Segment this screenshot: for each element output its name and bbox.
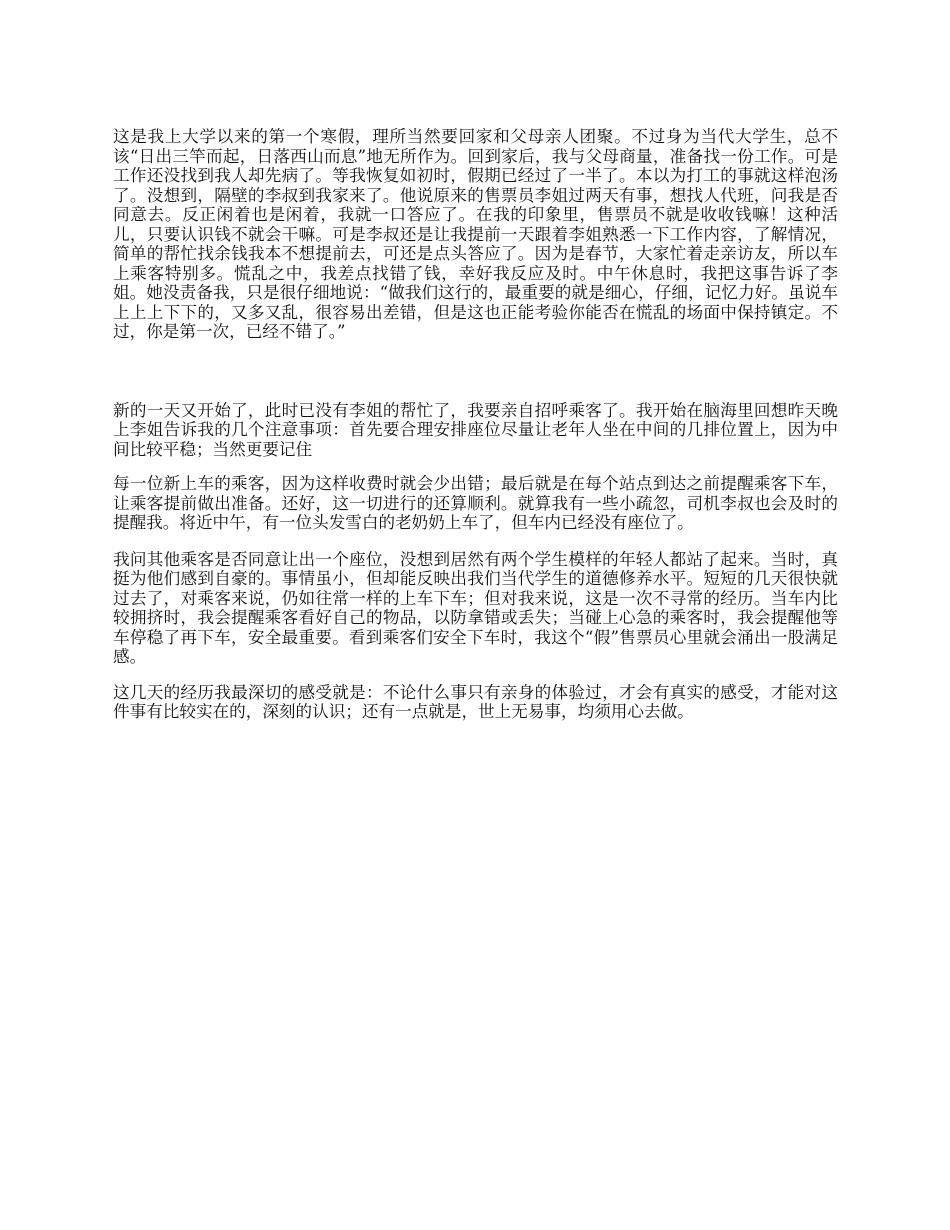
paragraph-2: 新的一天又开始了，此时已没有李姐的帮忙了，我要亲自招呼乘客了。我开始在脑海里回想昨天晚上李姐告诉我的几个注意事项：首先要合理安排座位尽量让老年人坐在中间的几排位置上，因为中间比较平稳；当然更要记住 [113, 400, 838, 459]
document-page [113, 127, 838, 722]
paragraph-5: 这几天的经历我最深切的感受就是：不论什么事只有亲身的体验过，才会有真实的感受，才能对这件事有比较实在的，深刻的认识；还有一点就是，世上无易事，均须用心去做。 [113, 682, 838, 721]
paragraph-1: 这是我上大学以来的第一个寒假，理所当然要回家和父母亲人团聚。不过身为当代大学生，总不该“日出三竿而起，日落西山而息”地无所作为。回到家后，我与父母商量，准备找一份工作。可是工作还没找到我人却先病了。等我恢复如初时，假期已经过了一半了。本以为打工的事就这样泡汤了。没想到，隔壁的李叔到我家来了。他说原来的售票员李姐过两天有事，想找人代班，问我是否同意去。反正闲着也是闲着，我就一口答应了。在我的印象里，售票员不就是收收钱嘛！这种活儿，只要认识钱不就会干嘛。可是李叔还是让我提前一天跟着李姐熟悉一下工作内容，了解情况，简单的帮忙找余钱我本不想提前去，可还是点头答应了。因为是春节，大家忙着走亲访友，所以车上乘客特别多。慌乱之中，我差点找错了钱，幸好我反应及时。中午休息时，我把这事告诉了李姐。她没责备我，只是很仔细地说：“做我们这行的，最重要的就是细心，仔细，记忆力好。虽说车上上上下下的，又多又乱，很容易出差错，但是这也正能考验你能否在慌乱的场面中保持镇定。不过，你是第一次，已经不错了。” [113, 127, 838, 341]
paragraph-3: 每一位新上车的乘客，因为这样收费时就会少出错；最后就是在每个站点到达之前提醒乘客下车，让乘客提前做出准备。还好，这一切进行的还算顺利。就算我有一些小疏忽，司机李叔也会及时的提醒我。将近中午，有一位头发雪白的老奶奶上车了，但车内已经没有座位了。 [113, 474, 838, 532]
paragraph-4: 我问其他乘客是否同意让出一个座位，没想到居然有两个学生模样的年轻人都站了起来。当时，真挺为他们感到自豪的。事情虽小，但却能反映出我们当代学生的道德修养水平。短短的几天很快就过去了，对乘客来说，仍如往常一样的上车下车；但对我来说，这是一次不寻常的经历。当车内比较拥挤时，我会提醒乘客看好自己的物品，以防拿错或丢失；当碰上心急的乘客时，我会提醒他等车停稳了再下车，安全最重要。看到乘客们安全下车时，我这个“假”售票员心里就会涌出一股满足感。 [113, 549, 838, 666]
